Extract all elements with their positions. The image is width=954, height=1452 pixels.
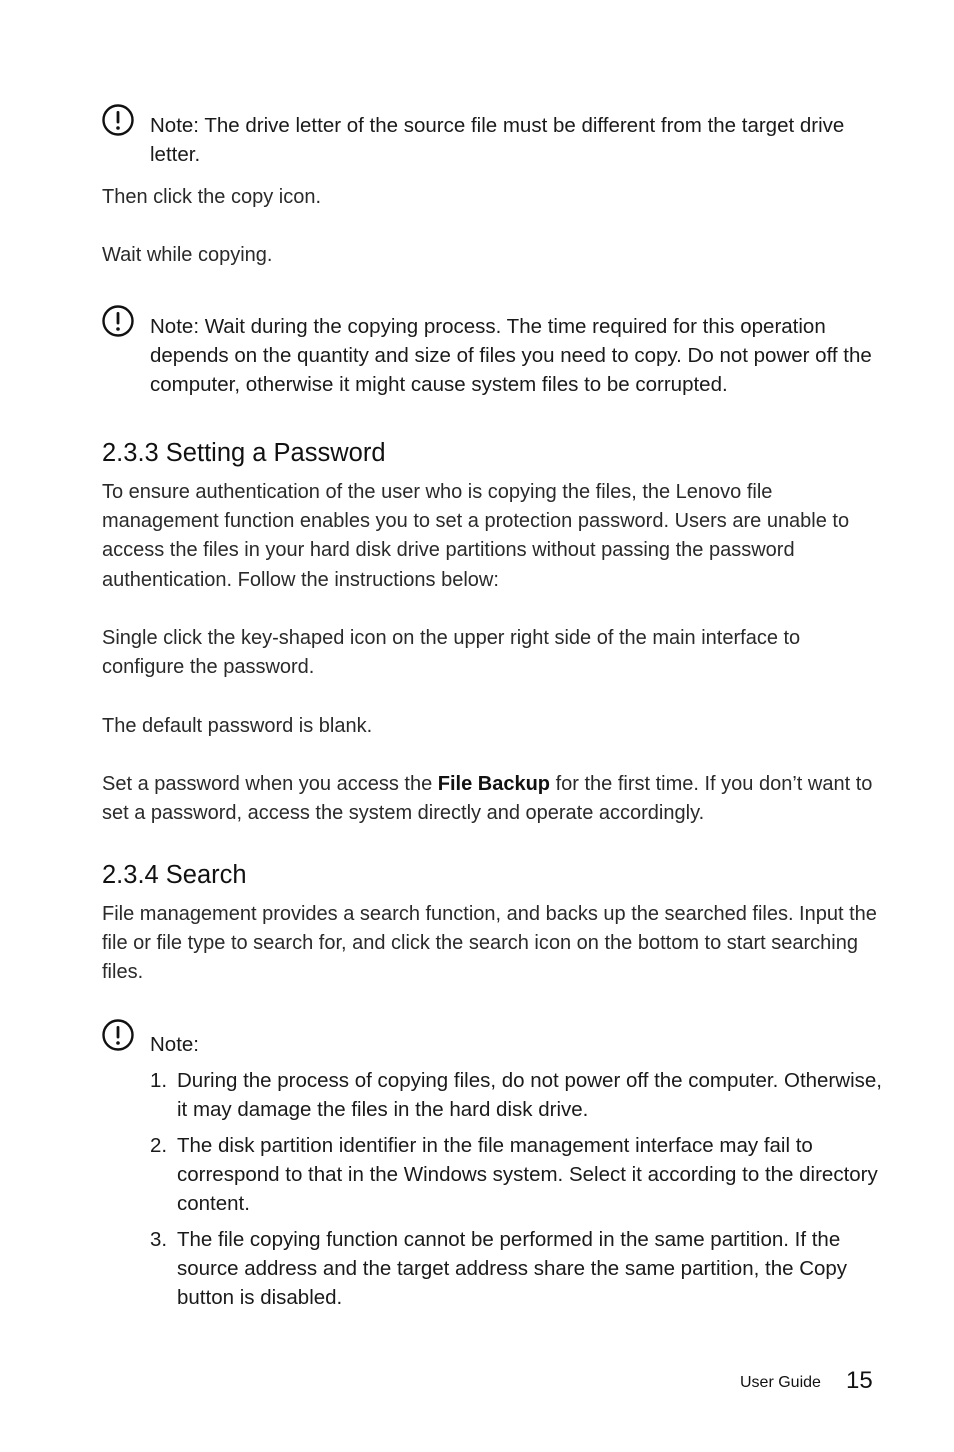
note-body: : Wait during the copying process. The time required for this operation depends on the quantity and size of files you need to copy. Do not power off the computer, otherwise it might cause system files to be corrupted.	[150, 315, 872, 397]
file-backup-term: File Backup	[437, 773, 551, 795]
note-exclamation-icon	[102, 104, 134, 136]
note-body: The drive letter of the source file must be different from the target drive letter.	[150, 114, 845, 167]
page-number: 15	[846, 1367, 873, 1394]
paragraph-copy-icon: Then click the copy icon.	[102, 186, 321, 208]
paragraph-default-password: The default password is blank.	[102, 715, 373, 737]
list-number: 3.	[150, 1228, 168, 1251]
paragraph-search: File management provides a search function, and backs up the searched files. Input the file or file type to search for, and click the search icon on the bottom to start searching files.	[102, 903, 877, 984]
list-number: 2.	[150, 1134, 168, 1157]
paragraph-set-password	[102, 770, 887, 828]
list-item	[150, 1066, 890, 1124]
note-exclamation-icon	[102, 305, 134, 337]
paragraph-password-intro: To ensure authentication of the user who is copying the files, the Lenovo file management function enables you to set a protection password. Users are unable to access the files in your hard disk drive partitions without passing the password authentication. Follow the instructions below:	[102, 481, 850, 591]
list-item	[150, 1225, 890, 1313]
list-item	[150, 1131, 890, 1219]
note-copying-wait	[150, 312, 880, 400]
list-number: 1.	[150, 1069, 168, 1092]
note-exclamation-icon	[102, 1019, 134, 1051]
section-heading-password: 2.3.3 Setting a Password	[102, 439, 386, 467]
text-run: Set a password when you access the	[102, 773, 438, 795]
list-text: The disk partition identifier in the file management interface may fail to correspond to that in the Windows system. Select it according to the directory content.	[177, 1134, 878, 1216]
paragraph-key-icon: Single click the key-shaped icon on the upper right side of the main interface to configure the password.	[102, 627, 801, 679]
note-label-standalone: Note:	[150, 1033, 199, 1056]
list-text: During the process of copying files, do not power off the computer. Otherwise, it may damage the files in the hard disk drive.	[177, 1069, 882, 1122]
text-run: for the first time. If you don’t want to set a password, access the system directly and operate accordingly.	[102, 773, 873, 825]
list-text: The file copying function cannot be performed in the same partition. If the source address and the target address share the same partition, the Copy button is disabled.	[177, 1228, 848, 1310]
section-heading-search: 2.3.4 Search	[102, 861, 247, 889]
footer-guide-label: User Guide	[740, 1374, 821, 1391]
note-label: Note:	[150, 114, 199, 137]
paragraph-wait: Wait while copying.	[102, 244, 273, 266]
note-label: Note	[150, 315, 194, 338]
note-drive-letter	[150, 111, 880, 169]
